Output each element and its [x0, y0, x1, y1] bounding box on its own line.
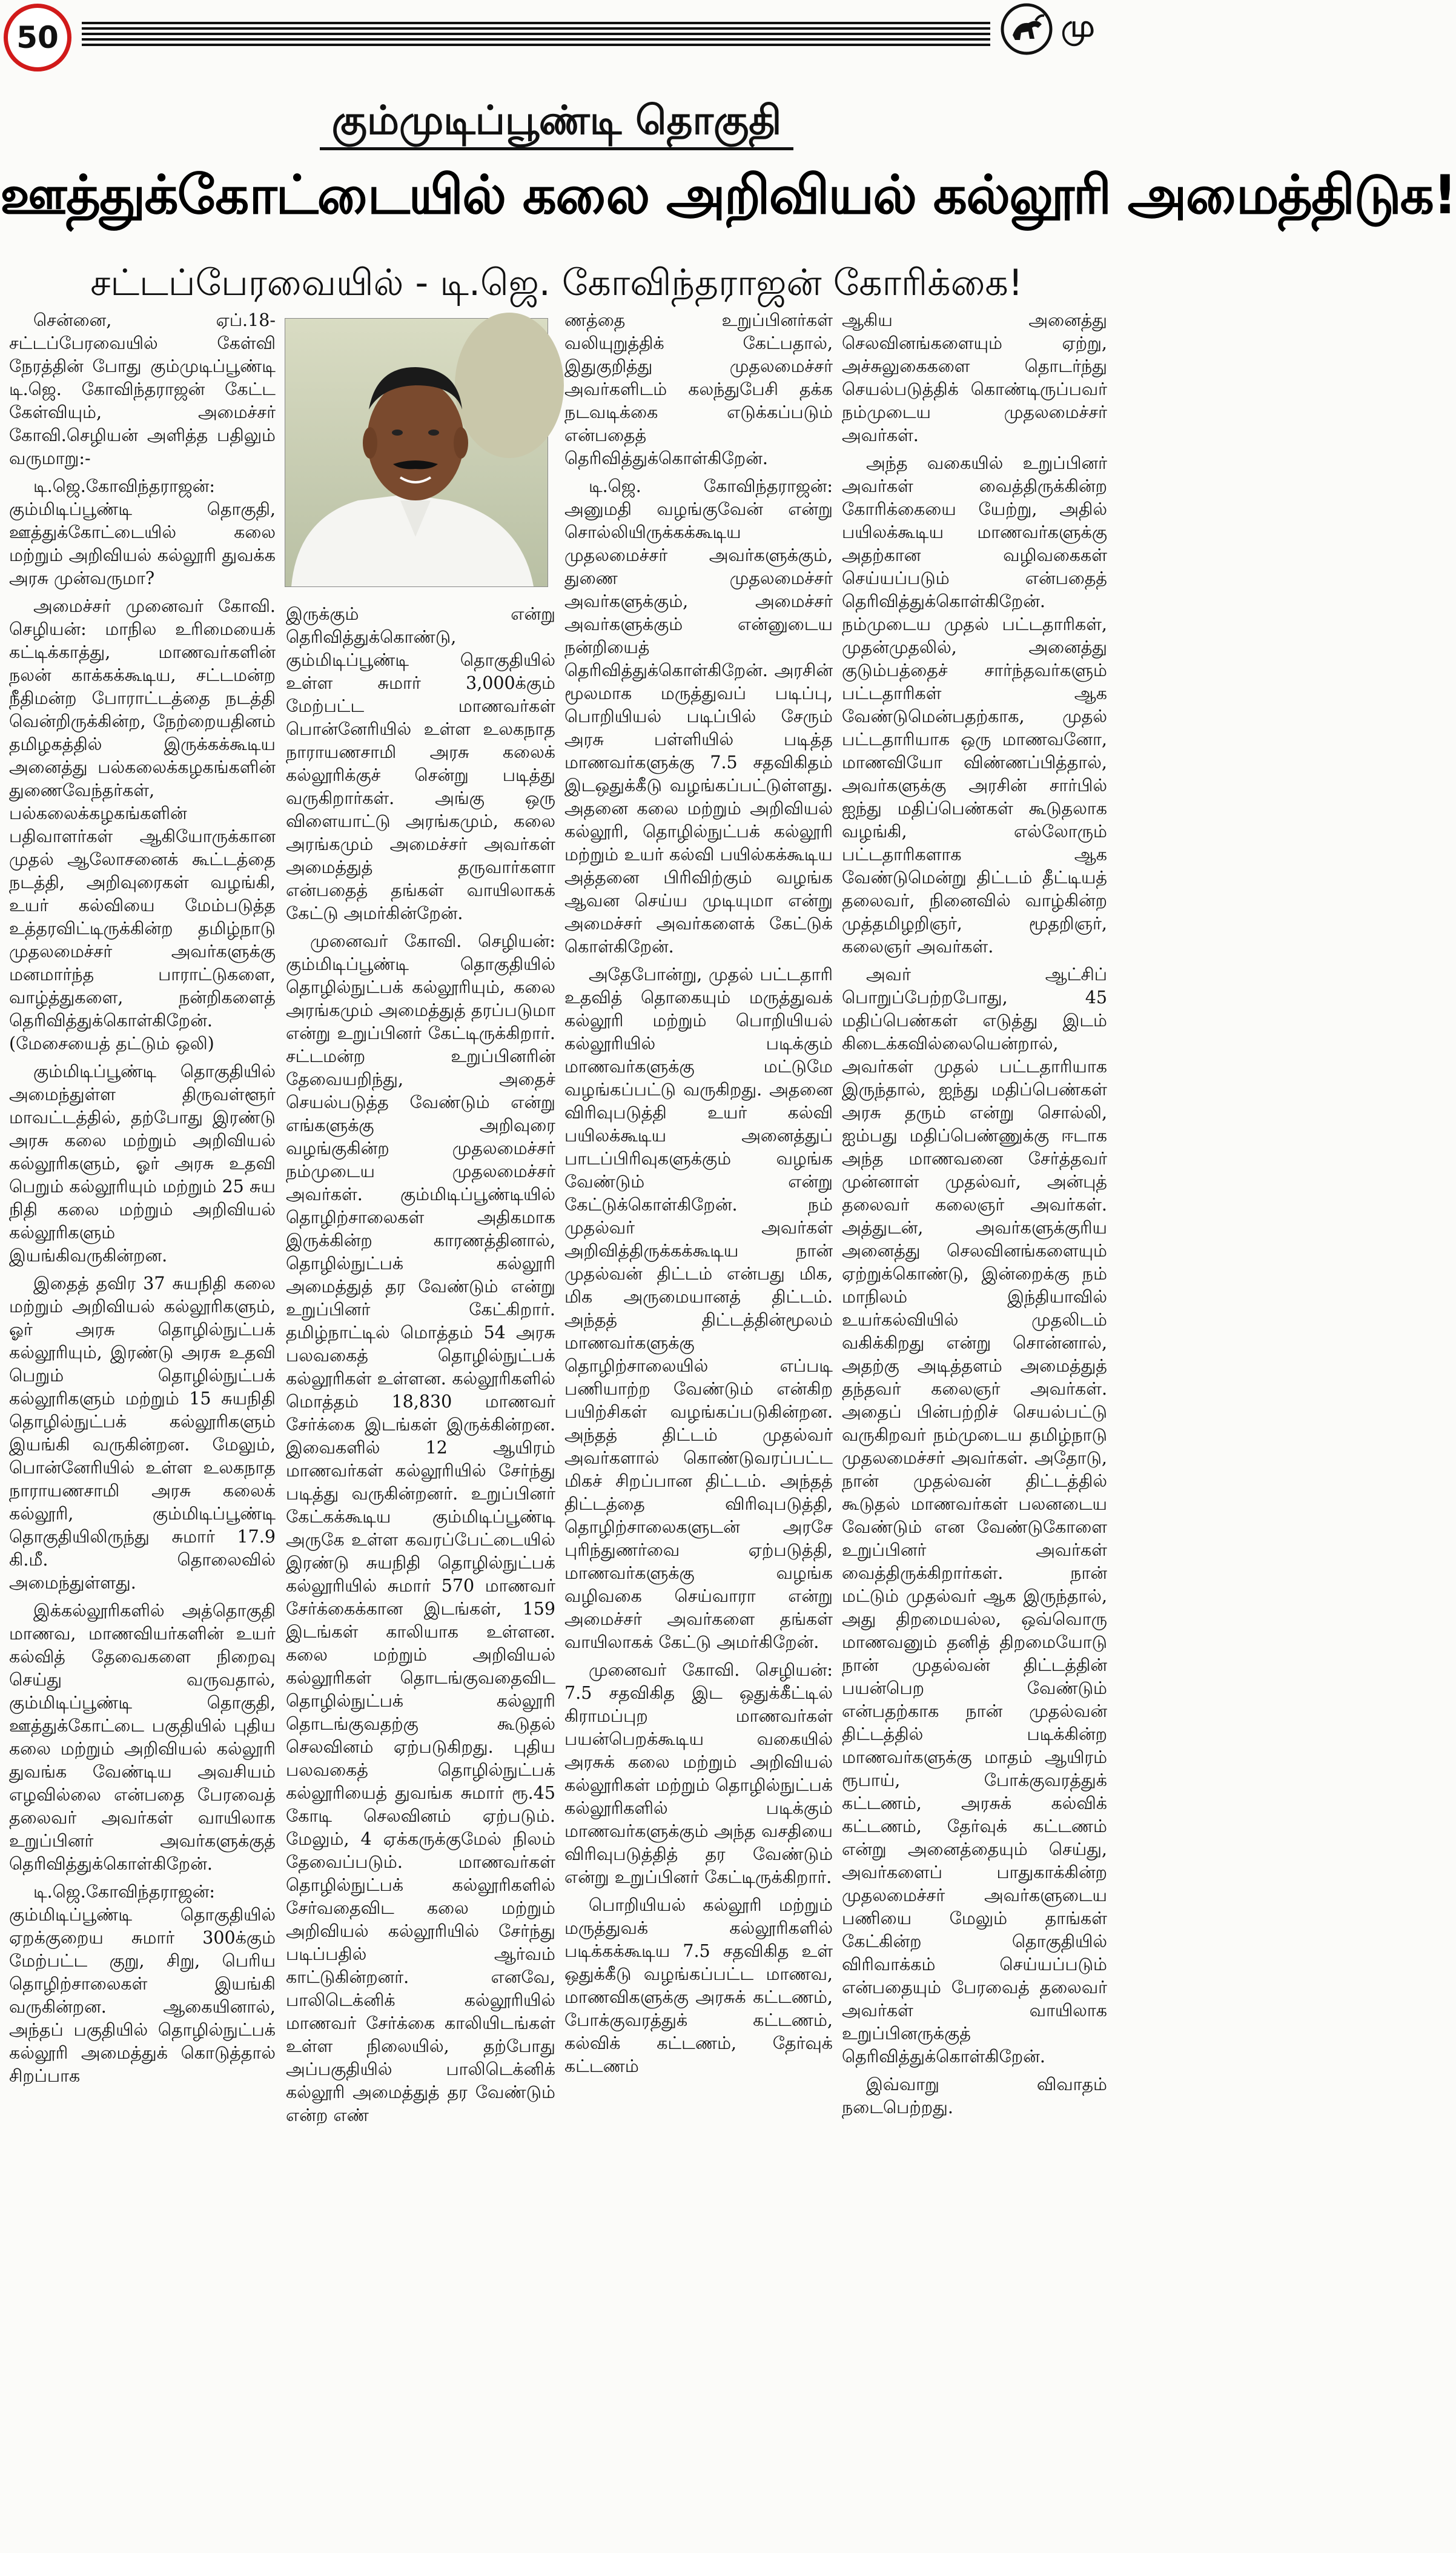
column1-paragraph: டி.ஜெ.கோவிந்தராஜன்: கும்மிடிப்பூண்டி தொகுதி, ஊத்துக்கோட்டையில் கலை மற்றும் அறிவியல் கல்லூரி துவக்க அரசு முன்வருமா?: [9, 476, 276, 588]
column3-paragraph: ணத்தை உறுப்பினர்கள் வலியுறுத்திக் கேட்பதால், இதுகுறித்து முதலமைச்சர் அவர்களிடம் கலந்துபேசி தக்க நடவடிக்கை எடுக்கப்படும் என்பதைத் தெரிவித்துக்கொள்கிறேன்.: [564, 310, 833, 468]
speaker-photo: [285, 318, 548, 587]
article-column-1: [9, 309, 276, 2551]
column4-paragraph: ஆகிய அனைத்து செலவினங்களையும் ஏற்று, அச்சுலுகைகளை தொடர்ந்து செயல்படுத்திக் கொண்டிருப்பவர் நம்முடைய முதலமைச்சர் அவர்கள்.: [842, 310, 1107, 445]
article-column-4: [842, 309, 1107, 2551]
column4-paragraph: அவர் ஆட்சிப் பொறுப்பேற்றபோது, 45 மதிப்பெண்கள் எடுத்து இடம் கிடைக்கவில்லையென்றால், அவர்கள் முதல் பட்டதாரியாக இருந்தால், ஐந்து மதிப்பெண்கள் அரசு தரும் என்று சொல்லி, ஐம்பது மதிப்பெண்ணுக்கு ஈடாக அந்த மாணவனை சேர்த்தவர் முன்னாள் முதல்வர், அன்புத் தலைவர் கலைஞர் அவர்கள். அத்துடன், அவர்களுக்குரிய அனைத்து செலவினங்களையும் ஏற்றுக்கொண்டு, இன்றைக்கு நம் மாநிலம் இந்தியாவில் உயர்கல்வியில் முதலிடம் வகிக்கிறது என்று சொன்னால், அதற்கு அடித்தளம் அமைத்துத் தந்தவர் கலைஞர் அவர்கள். அதைப் பின்பற்றிச் செயல்பட்டு வருகிறவர் நம்முடைய தமிழ்நாடு முதலமைச்சர் அவர்கள். அதோடு, நான் முதல்வன் திட்டத்தில் கூடுதல் மாணவர்கள் பலனடைய வேண்டும் என வேண்டுகோளை உறுப்பினர் அவர்கள் வைத்திருக்கிறார்கள். நான் மட்டும் முதல்வர் ஆக இருந்தால், அது திறமையல்ல, ஒவ்வொரு மாணவனும் தனித் திறமையோடு நான் முதல்வன் திட்டத்தின் பயன்பெற வேண்டும் என்பதற்காக நான் முதல்வன் திட்டத்தில் படிக்கின்ற மாணவர்களுக்கு மாதம் ஆயிரம் ரூபாய், போக்குவரத்துக் கட்டணம், அரசுக் கல்விக் கட்டணம், தேர்வுக் கட்டணம் என்று அனைத்தையும் செய்து, அவர்களைப் பாதுகாக்கின்ற முதலமைச்சர் அவர்களுடைய பணியை மேலும் தாங்கள் கேட்கின்ற தொகுதியில் விரிவாக்கம் செய்யப்படும் என்பதையும் பேரவைத் தலைவர் அவர்கள் வாயிலாக உறுப்பினருக்குத் தெரிவித்துக்கொள்கிறேன்.: [842, 964, 1107, 2067]
masthead-fragment: மு: [1061, 8, 1095, 44]
article-headline: ஊத்துக்கோட்டையில் கலை அறிவியல் கல்லூரி அமைத்திடுக!: [0, 164, 1456, 226]
page-number-badge: 50: [4, 4, 71, 71]
article-column-2: [286, 603, 555, 2551]
section-kicker: [0, 97, 1113, 149]
column1-paragraph: சென்னை, ஏப்.18- சட்டப்பேரவையில் கேள்வி நேரத்தின் போது கும்முடிப்பூண்டி டி.ஜெ. கோவிந்தராஜன் கேட்ட கேள்வியும், அமைச்சர் கோவி.செழியன் அளித்த பதிலும் வருமாறு:-: [9, 310, 276, 468]
page-header: [0, 0, 1113, 71]
bull-logo-icon: [999, 0, 1054, 58]
column3-paragraph: பொறியியல் கல்லூரி மற்றும் மருத்துவக் கல்லூரிகளில் படிக்கக்கூடிய 7.5 சதவிகித உள் ஒதுக்கீடு வழங்கப்பட்ட மாணவ, மாணவிகளுக்கு அரசுக் கட்டணம், போக்குவரத்துக் கட்டணம், கல்விக் கட்டணம், தேர்வுக் கட்டணம்: [564, 1895, 833, 2076]
column1-paragraph: அமைச்சர் முனைவர் கோவி. செழியன்: மாநில உரிமையைக் கட்டிக்காத்து, மாணவர்களின் நலன் காக்கக்கூடிய, சட்டமன்ற நீதிமன்ற போராட்டத்தை நடத்தி வென்றிருக்கின்ற, நேற்றையதினம் தமிழகத்தில் இருக்கக்கூடிய அனைத்து பல்கலைக்கழகங்களின் துணைவேந்தர்கள், பல்கலைக்கழகங்களின் பதிவாளர்கள் ஆகியோருக்கான முதல் ஆலோசனைக் கூட்டத்தை நடத்தி, அறிவுரைகள் வழங்கி, உயர் கல்வியை மேம்படுத்த உத்தரவிட்டிருக்கின்ற தமிழ்நாடு முதலமைச்சர் அவர்களுக்கு மனமார்ந்த பாராட்டுகளை, வாழ்த்துகளை, நன்றிகளைத் தெரிவித்துக்கொள்கிறேன். (மேசையைத் தட்டும் ஒலி): [9, 596, 276, 1054]
column1-paragraph: டி.ஜெ.கோவிந்தராஜன்: கும்மிடிப்பூண்டி தொகுதியில் ஏறக்குறைய சுமார் 300க்கும் மேற்பட்ட குறு, சிறு, பெரிய தொழிற்சாலைகள் இயங்கி வருகின்றன. ஆகையினால், அந்தப் பகுதியில் தொழில்நுட்பக் கல்லூரி அமைத்துக் கொடுத்தால் சிறப்பாக: [9, 1882, 276, 2086]
column4-paragraph: இவ்வாறு விவாதம் நடைபெற்றது.: [842, 2074, 1107, 2117]
column4-paragraph: அந்த வகையில் உறுப்பினர் அவர்கள் வைத்திருக்கின்ற கோரிக்கையை யேற்று, அதில் பயிலக்கூடிய மாணவர்களுக்கு அதற்கான வழிவகைகள் செய்யப்படும் என்பதைத் தெரிவித்துக்கொள்கிறேன். நம்முடைய முதல் பட்டதாரிகள், முதன்முதலில், அனைத்து குடும்பத்தைச் சார்ந்தவர்களும் பட்டதாரிகள் ஆக வேண்டுமென்பதற்காக, முதல் பட்டதாரியாக ஒரு மாணவனோ, மாணவியோ விண்ணப்பித்தால், அவர்களுக்கு அரசின் சார்பில் ஐந்து மதிப்பெண்கள் கூடுதலாக வழங்கி, எல்லோரும் பட்டதாரிகளாக ஆக வேண்டுமென்று திட்டம் தீட்டியத் தலைவர், நினைவில் வாழ்கின்ற முத்தமிழறிஞர், மூதறிஞர், கலைஞர் அவர்கள்.: [842, 453, 1107, 957]
column3-paragraph: அதேபோன்று, முதல் பட்டதாரி உதவித் தொகையும் மருத்துவக் கல்லூரி மற்றும் பொறியியல் கல்லூரியில் படிக்கும் மாணவர்களுக்கு மட்டுமே வழங்கப்பட்டு வருகிறது. அதனை விரிவுபடுத்தி உயர் கல்வி பயிலக்கூடிய அனைத்துப் பாடப்பிரிவுகளுக்கும் வழங்க வேண்டும் என்று கேட்டுக்கொள்கிறேன். நம் முதல்வர் அவர்கள் அறிவித்திருக்கக்கூடிய நான் முதல்வன் திட்டம் என்பது மிக, மிக அருமையானத் திட்டம். அந்தத் திட்டத்தின்மூலம் மாணவர்களுக்கு தொழிற்சாலையில் எப்படி பணியாற்ற வேண்டும் என்கிற பயிற்சிகள் வழங்கப்படுகின்றன. அந்தத் திட்டம் முதல்வர் அவர்களால் கொண்டுவரப்பட்ட மிகச் சிறப்பான திட்டம். அந்தத் திட்டத்தை விரிவுபடுத்தி, தொழிற்சாலைகளுடன் அரசே புரிந்துணர்வை ஏற்படுத்தி, மாணவர்களுக்கு வழங்க வழிவகை செய்வாரா என்று அமைச்சர் அவர்களை தங்கள் வாயிலாகக் கேட்டு அமர்கிறேன்.: [564, 964, 833, 1652]
column2-paragraph: இருக்கும் என்று தெரிவித்துக்கொண்டு, கும்மிடிப்பூண்டி தொகுதியில் உள்ள சுமார் 3,000க்கும் மேற்பட்ட மாணவர்கள் பொன்னேரியில் உள்ள உலகநாத நாராயணசாமி அரசு கலைக் கல்லூரிக்குச் சென்று படித்து வருகிறார்கள். அங்கு ஒரு விளையாட்டு அரங்கமும், கலை அரங்கமும் அமைச்சர் அவர்கள் அமைத்துத் தருவார்களா என்பதைத் தங்கள் வாயிலாகக் கேட்டு அமர்கின்றேன்.: [286, 604, 555, 923]
column3-paragraph: முனைவர் கோவி. செழியன்: 7.5 சதவிகித இட ஒதுக்கீட்டில் கிராமப்புற மாணவர்கள் பயன்பெறக்கூடிய வகையில் அரசுக் கலை மற்றும் அறிவியல் கல்லூரிகள் மற்றும் தொழில்நுட்பக் கல்லூரிகளில் படிக்கும் மாணவர்களுக்கும் அந்த வசதியை விரிவுபடுத்தித் தர வேண்டும் என்று உறுப்பினர் கேட்டிருக்கிறார்.: [564, 1660, 833, 1887]
column2-paragraph: முனைவர் கோவி. செழியன்: கும்மிடிப்பூண்டி தொகுதியில் தொழில்நுட்பக் கல்லூரியும், கலை அரங்கமும் அமைத்துத் தரப்படுமா என்று உறுப்பினர் கேட்டிருக்கிறார். சட்டமன்ற உறுப்பினரின் தேவையறிந்து, அதைச் செயல்படுத்த வேண்டும் என்று எங்களுக்கு அறிவுரை வழங்குகின்ற முதலமைச்சர் நம்முடைய முதலமைச்சர் அவர்கள். கும்மிடிப்பூண்டியில் தொழிற்சாலைகள் அதிகமாக இருக்கின்ற காரணத்தினால், தொழில்நுட்பக் கல்லூரி அமைத்துத் தர வேண்டும் என்று உறுப்பினர் கேட்கிறார். தமிழ்நாட்டில் மொத்தம் 54 அரசு பலவகைத் தொழில்நுட்பக் கல்லூரிகள் உள்ளன. கல்லூரிகளில் மொத்தம் 18,830 மாணவர் சேர்க்கை இடங்கள் இருக்கின்றன. இவைகளில் 12 ஆயிரம் மாணவர்கள் கல்லூரியில் சேர்ந்து படித்து வருகின்றனர். உறுப்பினர் கேட்கக்கூடிய கும்மிடிப்பூண்டி அருகே உள்ள கவரப்பேட்டையில் இரண்டு சுயநிதி தொழில்நுட்பக் கல்லூரியில் சுமார் 570 மாணவர் சேர்க்கைக்கான இடங்கள், 159 இடங்கள் காலியாக உள்ளன. கலை மற்றும் அறிவியல் கல்லூரிகள் தொடங்குவதைவிட தொழில்நுட்பக் கல்லூரி தொடங்குவதற்கு கூடுதல் செலவினம் ஏற்படுகிறது. புதிய பலவகைத் தொழில்நுட்பக் கல்லூரியைத் துவங்க சுமார் ரூ.45 கோடி செலவினம் ஏற்படும். மேலும், 4 ஏக்கருக்குமேல் நிலம் தேவைப்படும். மாணவர்கள் தொழில்நுட்பக் கல்லூரிகளில் சேர்வதைவிட கலை மற்றும் அறிவியல் கல்லூரியில் சேர்ந்து படிப்பதில் ஆர்வம் காட்டுகின்றனர். எனவே, பாலிடெக்னிக் கல்லூரியில் மாணவர் சேர்க்கை காலியிடங்கள் உள்ள நிலையில், தற்போது அப்பகுதியில் பாலிடெக்னிக் கல்லூரி அமைத்துத் தர வேண்டும் என்ற எண்: [286, 931, 555, 2125]
kicker-text: கும்முடிப்பூண்டி தொகுதி: [320, 97, 794, 150]
column1-paragraph: கும்மிடிப்பூண்டி தொகுதியில் அமைந்துள்ள திருவள்ளூர் மாவட்டத்தில், தற்போது இரண்டு அரசு கலை மற்றும் அறிவியல் கல்லூரிகளும், ஓர் அரசு உதவி பெறும் கல்லூரியும் மற்றும் 25 சுய நிதி கலை மற்றும் அறிவியல் கல்லூரிகளும் இயங்கிவருகின்றன.: [9, 1061, 276, 1266]
column3-paragraph: டி.ஜெ. கோவிந்தராஜன்: அனுமதி வழங்குவேன் என்று சொல்லியிருக்கக்கூடிய முதலமைச்சர் அவர்களுக்கும், துணை முதலமைச்சர் அவர்களுக்கும், அமைச்சர் அவர்களுக்கும் என்னுடைய நன்றியைத் தெரிவித்துக்கொள்கிறேன். அரசின் மூலமாக மருத்துவப் படிப்பு, பொறியியல் படிப்பில் சேரும் அரசு பள்ளியில் படித்த மாணவர்களுக்கு 7.5 சதவிகிதம் இடஒதுக்கீடு வழங்கப்பட்டுள்ளது. அதனை கலை மற்றும் அறிவியல் கல்லூரி, தொழில்நுட்பக் கல்லூரி மற்றும் உயர் கல்வி பயில்கக்கூடிய அத்தனை பிரிவிற்கும் வழங்க ஆவன செய்ய முடியுமா என்று அமைச்சர் அவர்களைக் கேட்டுக் கொள்கிறேன்.: [564, 476, 833, 957]
article-subhead: சட்டப்பேரவையில் - டி.ஜெ. கோவிந்தராஜன் கோரிக்கை!: [90, 262, 1023, 304]
column1-paragraph: இதைத் தவிர 37 சுயநிதி கலை மற்றும் அறிவியல் கல்லூரிகளும், ஓர் அரசு தொழில்நுட்பக் கல்லூரியும், இரண்டு அரசு உதவி பெறும் தொழில்நுட்பக் கல்லூரிகளும் மற்றும் 15 சுயநிதி தொழில்நுட்பக் கல்லூரிகளும் இயங்கி வருகின்றன. மேலும், பொன்னேரியில் உள்ள உலகநாத நாராயணசாமி அரசு கலைக் கல்லூரி, கும்மிடிப்பூண்டி தொகுதியிலிருந்து சுமார் 17.9 கி.மீ. தொலைவில் அமைந்துள்ளது.: [9, 1273, 276, 1593]
header-rules: [82, 22, 990, 47]
column1-paragraph: இக்கல்லூரிகளில் அத்தொகுதி மாணவ, மாணவியர்களின் உயர் கல்வித் தேவைகளை நிறைவு செய்து வருவதால், கும்மிடிப்பூண்டி தொகுதி, ஊத்துக்கோட்டை பகுதியில் புதிய கலை மற்றும் அறிவியல் கல்லூரி துவங்க வேண்டிய அவசியம் எழவில்லை என்பதை பேரவைத் தலைவர் அவர்கள் வாயிலாக உறுப்பினர் அவர்களுக்குத் தெரிவித்துக்கொள்கிறேன்.: [9, 1601, 276, 1874]
article-column-3: [564, 309, 833, 2551]
